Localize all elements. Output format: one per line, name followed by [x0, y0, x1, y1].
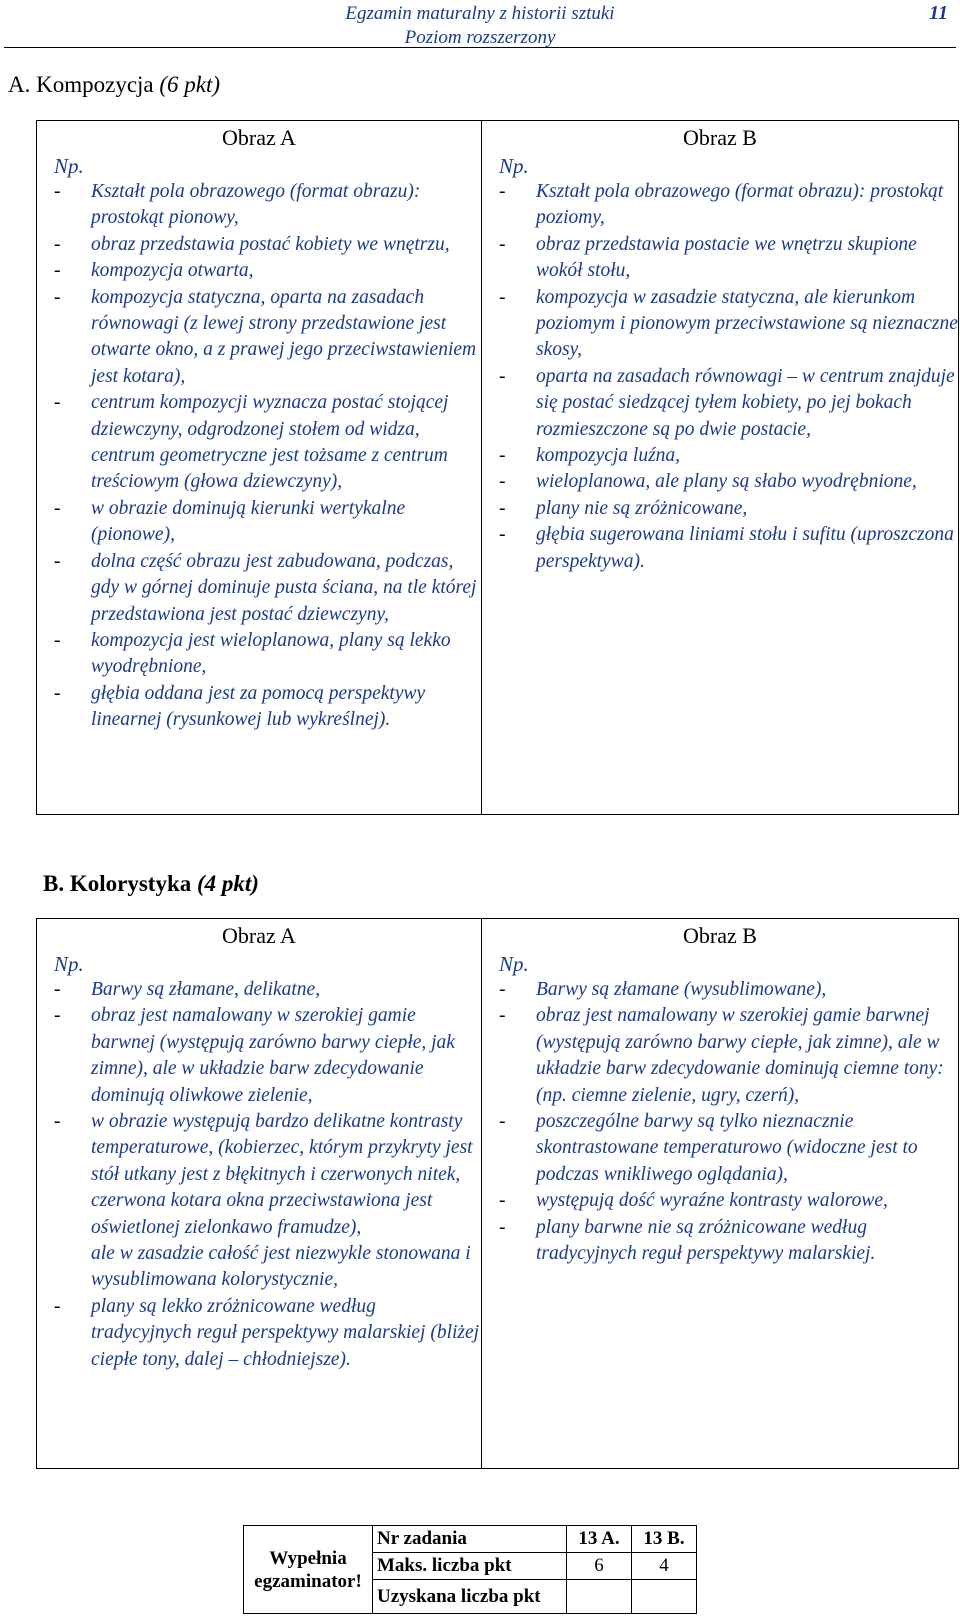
composition-table [36, 120, 959, 815]
list-item: - kompozycja jest wieloplanowa, plany są lekko wyodrębnione, [54, 629, 451, 678]
list-item: - obraz jest namalowany w szerokiej gamie barwnej (występują zarówno barwy ciepłe, jak zimne), ale w układzie barw zdecydowanie dominują oliwkowe zielenie, [54, 1005, 455, 1106]
obtained-points-13a[interactable] [567, 1580, 632, 1614]
task-13a: 13 A. [567, 1526, 632, 1553]
list-item: - poszczególne barwy są tylko nieznacznie skontrastowane temperaturowo (widoczne jest to podczas wnikliwego oglądania), [499, 1111, 918, 1185]
list-item: - centrum kompozycji wyznacza postać stojącej dziewczyny, odgrodzonej stołem od widza, centrum geometryczne jest tożsame z centrum treściowym (głowa dziewczyny), [54, 392, 449, 493]
list-item: - kompozycja otwarta, [54, 260, 254, 282]
obtained-points-13b[interactable] [632, 1580, 697, 1614]
list-item: - kompozycja w zasadzie statyczna, ale kierunkom poziomym i pionowym przeciwstawione są nieznaczne skosy, [499, 286, 958, 361]
list-item: - w obrazie dominują kierunki wertykalne (pionowe), [54, 497, 406, 546]
max-points-label: Maks. liczba pkt [373, 1553, 567, 1580]
score-table [243, 1525, 697, 1614]
column-title-obraz-b: Obraz B [683, 125, 757, 150]
section-a-title [8, 72, 220, 98]
list-item: - Kształt pola obrazowego (format obrazu): prostokąt pionowy, [54, 181, 421, 229]
np-label: Np. [499, 952, 529, 976]
colour-a-list-end [37, 1294, 481, 1373]
composition-col-b [482, 121, 959, 815]
np-label: Np. [54, 952, 84, 976]
list-item: - obraz przedstawia postacie we wnętrzu skupione wokół stołu, [499, 233, 917, 282]
list-item: - plany nie są zróżnicowane, [499, 497, 748, 519]
colour-col-a [37, 919, 482, 1469]
list-item: - obraz jest namalowany w szerokiej gamie barwnej (występują zarówno barwy ciepłe, jak zimne), ale w układzie barw zdecydowanie dominują ciemne tony: (np. ciemne zielenie, ugry, czerń), [499, 1005, 944, 1106]
list-item: - głębia oddana jest za pomocą perspektywy linearnej (rysunkowej lub wykreślnej). [54, 682, 426, 731]
list-item-continuation: ale w zasadzie całość jest niezwykle stonowana i wysublimowana kolorystycznie, [91, 1243, 471, 1291]
max-points-13a: 6 [567, 1553, 632, 1580]
composition-b-list [482, 179, 958, 575]
composition-a-list [37, 179, 481, 734]
section-b-title-text: B. Kolorystyka [43, 871, 192, 896]
list-item: - kompozycja luźna, [499, 445, 681, 467]
list-item: - wieloplanowa, ale plany są słabo wyodrębnione, [499, 471, 917, 493]
colour-a-list [37, 977, 481, 1241]
page-header [0, 0, 960, 50]
obtained-points-label: Uzyskana liczba pkt [373, 1580, 567, 1614]
section-b-points: (4 pkt) [196, 871, 259, 896]
colour-b-list [482, 977, 958, 1267]
max-points-13b: 4 [632, 1553, 697, 1580]
list-item: - dolna część obrazu jest zabudowana, podczas, gdy w górnej dominuje pusta ściana, na tle której przedstawiona jest postać dziewczyny, [54, 550, 477, 625]
list-item: - Barwy są złamane, delikatne, [54, 979, 321, 1000]
np-label: Np. [54, 154, 84, 178]
list-item: - Barwy są złamane (wysublimowane), [499, 979, 827, 1000]
np-label: Np. [499, 154, 529, 178]
header-divider [4, 47, 956, 48]
section-a-points: (6 pkt) [159, 72, 221, 97]
list-item: - kompozycja statyczna, oparta na zasadach równowagi (z lewej strony przedstawione jest otwarte okno, a z prawej jego przeciwstawieniem jest kotara), [54, 286, 477, 387]
list-item: - występują dość wyraźne kontrasty walorowe, [499, 1190, 888, 1212]
header-exam-title: Egzamin maturalny z historii sztuki [345, 3, 615, 24]
list-item: - plany barwne nie są zróżnicowane według tradycyjnych reguł perspektywy malarskiej. [499, 1216, 876, 1265]
list-item: - w obrazie występują bardzo delikatne kontrasty temperaturowe, (kobierzec, którym przykryty jest stół utkany jest z błękitnych i czerwonych nitek, czerwona kotara okna przeciwstawiona jest oświetlonej zielonkawo framudze), [54, 1111, 473, 1238]
examiner-fill-label: Wypełnia egzaminator! [244, 1526, 373, 1614]
section-a-title-text: A. Kompozycja [8, 72, 154, 97]
list-item: - obraz przedstawia postać kobiety we wnętrzu, [54, 233, 450, 255]
header-titles [0, 2, 960, 50]
task-number-label: Nr zadania [373, 1526, 567, 1553]
list-item: - głębia sugerowana liniami stołu i sufitu (uproszczona perspektywa). [499, 524, 954, 572]
composition-col-a [37, 121, 482, 815]
list-item: - plany są lekko zróżnicowane według tradycyjnych reguł perspektywy malarskiej (bliżej ciepłe tony, dalej – chłodniejsze). [54, 1295, 480, 1370]
colour-col-b [482, 919, 959, 1469]
page-number: 11 [929, 2, 948, 24]
header-level: Poziom rozszerzony [404, 27, 556, 48]
list-item: - Kształt pola obrazowego (format obrazu): prostokąt poziomy, [499, 181, 944, 229]
list-item: - oparta na zasadach równowagi – w centrum znajduje się postać siedzącej tyłem kobiety, po jej bokach rozmieszczone są po dwie postacie, [499, 365, 955, 440]
column-title-obraz-b: Obraz B [683, 923, 757, 948]
colour-table [36, 918, 959, 1469]
column-title-obraz-a: Obraz A [222, 923, 296, 948]
section-b-title [43, 871, 259, 897]
column-title-obraz-a: Obraz A [222, 125, 296, 150]
task-13b: 13 B. [632, 1526, 697, 1553]
